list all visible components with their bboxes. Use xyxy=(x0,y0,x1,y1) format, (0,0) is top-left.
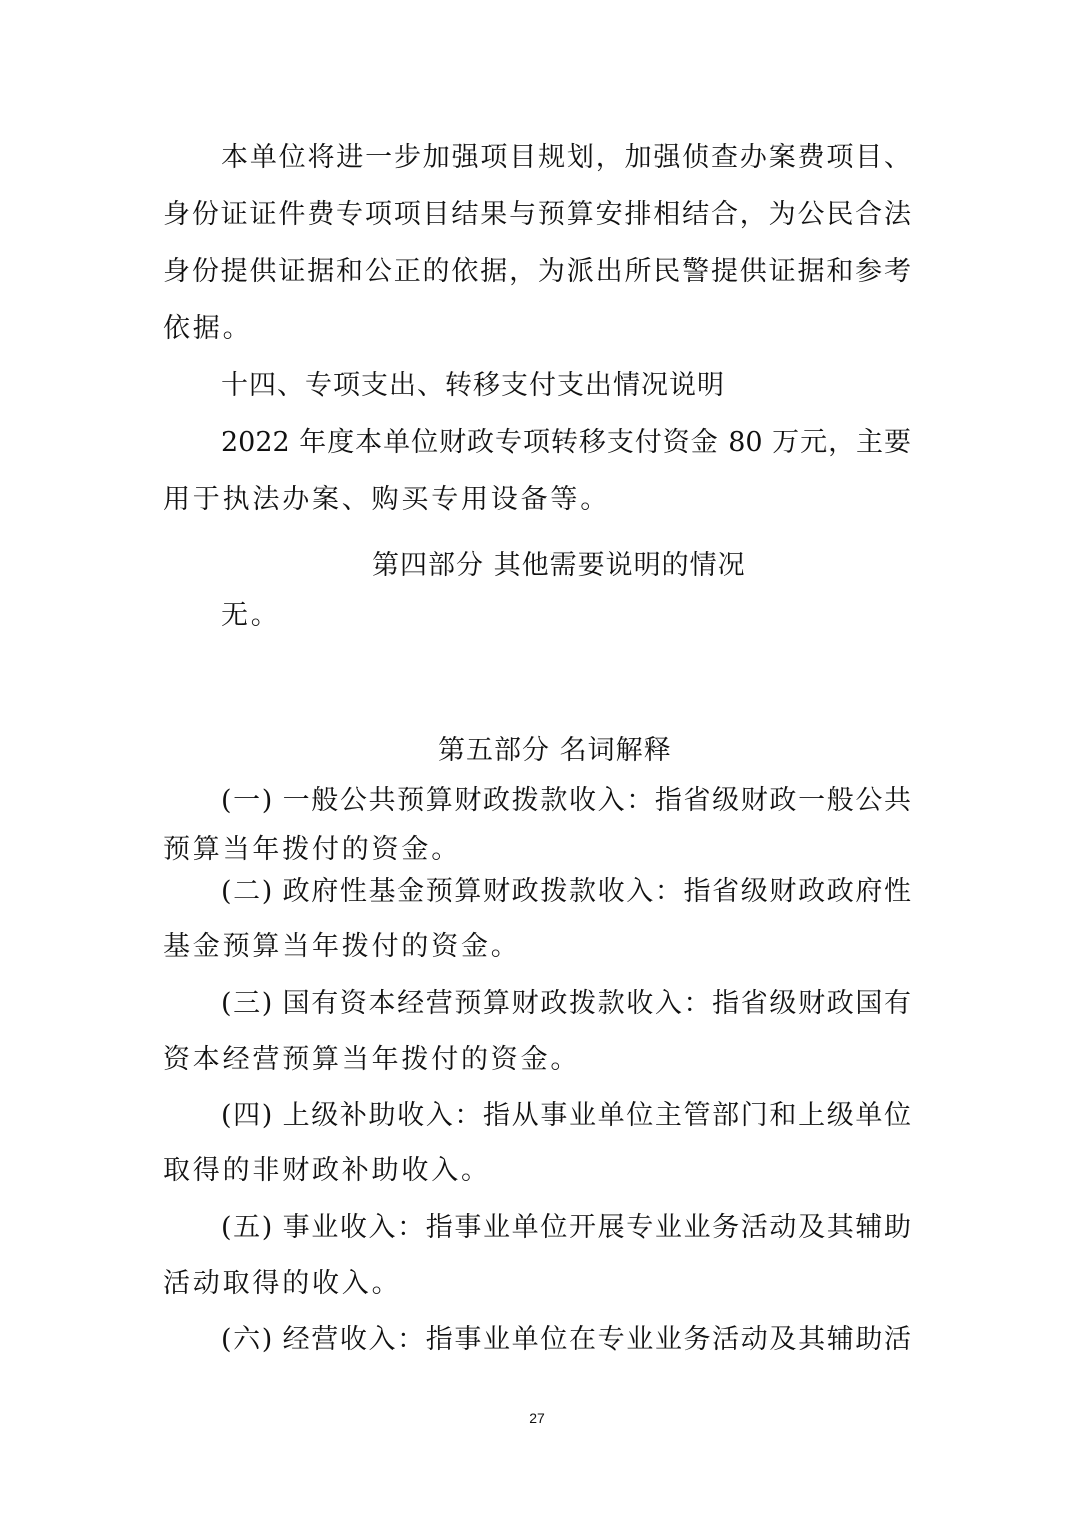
part-four-heading: 第四部分 其他需要说明的情况 xyxy=(372,550,746,581)
definition-line: 预算当年拨付的资金。 xyxy=(163,834,461,865)
definition-line: 取得的非财政补助收入。 xyxy=(163,1155,491,1186)
paragraph-line: 用于执法办案、购买专用设备等。 xyxy=(163,484,610,515)
definition-line: (三) 国有资本经营预算财政拨款收入：指省级财政国有 xyxy=(221,988,911,1019)
definition-line: (一) 一般公共预算财政拨款收入：指省级财政一般公共 xyxy=(221,785,911,816)
paragraph-line: 身份提供证据和公正的依据，为派出所民警提供证据和参考 xyxy=(163,256,911,287)
definition-line: 资本经营预算当年拨付的资金。 xyxy=(163,1044,581,1075)
paragraph-line: 身份证证件费专项项目结果与预算安排相结合，为公民合法 xyxy=(163,199,911,230)
definition-line: (二) 政府性基金预算财政拨款收入：指省级财政政府性 xyxy=(221,876,911,907)
paragraph-line: 2022 年度本单位财政专项转移支付资金 80 万元，主要 xyxy=(221,427,911,458)
part-five-heading: 第五部分 名词解释 xyxy=(438,735,672,766)
definition-line: (五) 事业收入：指事业单位开展专业业务活动及其辅助 xyxy=(221,1212,911,1243)
paragraph-line: 本单位将进一步加强项目规划，加强侦查办案费项目、 xyxy=(221,142,911,173)
definition-line: (四) 上级补助收入：指从事业单位主管部门和上级单位 xyxy=(221,1100,911,1131)
definition-line: (六) 经营收入：指事业单位在专业业务活动及其辅助活 xyxy=(221,1324,911,1355)
section-heading-14: 十四、专项支出、转移支付支出情况说明 xyxy=(221,370,725,401)
page-number: 27 xyxy=(529,1410,545,1426)
paragraph-line: 无。 xyxy=(221,600,281,631)
definition-line: 基金预算当年拨付的资金。 xyxy=(163,931,521,962)
definition-line: 活动取得的收入。 xyxy=(163,1268,402,1299)
paragraph-line: 依据。 xyxy=(163,313,253,344)
